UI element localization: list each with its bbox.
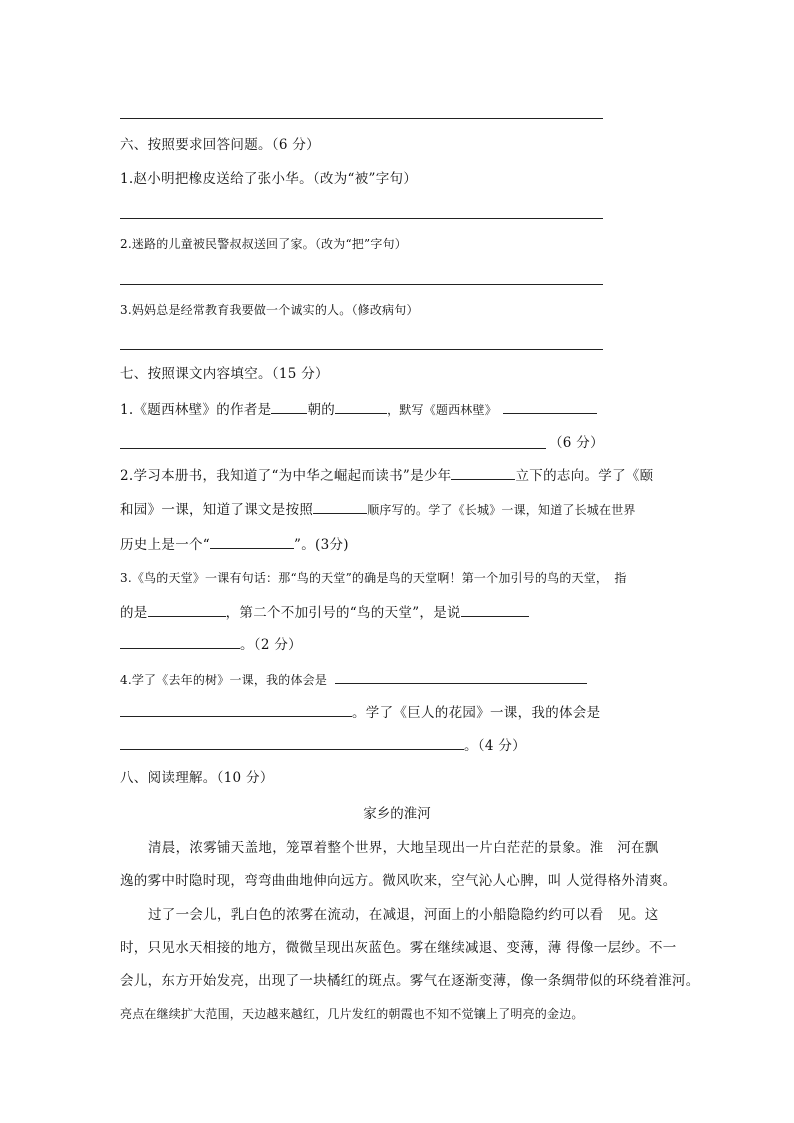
q3-blank-second[interactable] (461, 604, 529, 617)
section-7-heading: 七、按照课文内容填空。（15 分） (120, 366, 329, 382)
q4-text-c: 。（4 分） (464, 738, 526, 754)
passage-p2-line2: 时，只见水天相接的地方，微微呈现出灰蓝色。雾在继续减退、变薄，薄 得像一层纱。不一 (120, 940, 677, 956)
section-6-heading: 六、按照要求回答问题。（6 分） (120, 137, 320, 153)
section-7-q2-line2 (120, 501, 636, 518)
q2-text-e: 历史上是一个“ (120, 537, 211, 553)
q3-blank-second-cont[interactable] (120, 636, 240, 649)
q2-text-a: 2.学习本册书，我知道了“为中华之崛起而读书”是少年 (120, 468, 452, 484)
passage-p1-line2: 逸的雾中时隐时现，弯弯曲曲地伸向远方。微风吹来，空气沁人心脾，叫 人觉得格外清爽。 (120, 873, 677, 889)
passage-p2-line1: 过了一会儿，乳白色的浓雾在流动，在减退，河面上的小船隐隐约约可以看 见。这 (148, 907, 659, 923)
answer-line-6-2[interactable] (120, 284, 603, 285)
q2-text-c: 和园》一课，知道了课文是按照 (120, 502, 314, 518)
q4-blank-1-cont[interactable] (120, 704, 352, 717)
q1-text-c: ，默写《题西林壁》 (387, 403, 497, 417)
section-6-q2: 2.迷路的儿童被民警叔叔送回了家。（改为“把”字句） (120, 237, 407, 251)
q1-blank-author[interactable] (335, 401, 387, 414)
answer-line-7-1[interactable] (120, 448, 546, 449)
section-7-q2-line1 (120, 467, 653, 484)
section-7-q4-line2 (120, 704, 600, 721)
q1-text-b: 朝的 (307, 402, 336, 418)
q2-blank-order[interactable] (313, 501, 367, 514)
q2-text-d: 顺序写的。学了《长城》一课，知道了长城在世界 (367, 503, 636, 517)
q3-text-b: 的是 (120, 605, 148, 621)
passage-p2-line3: 会儿，东方开始发亮，出现了一块橘红的斑点。雾气在逐渐变薄，像一条绸带似的环绕着淮河。 (120, 973, 700, 989)
passage-title: 家乡的淮河 (363, 806, 431, 822)
passage-p2-line4: 亮点在继续扩大范围，天边越来越红，几片发红的朝霞也不知不觉镶上了明亮的金边。 (120, 1007, 584, 1021)
passage-p1-line1: 清晨，浓雾铺天盖地，笼罩着整个世界，大地呈现出一片白茫茫的景象。淮 河在飘 (148, 840, 659, 856)
q2-text-f: ”。(3分) (294, 537, 349, 553)
section-8-heading: 八、阅读理解。（10 分） (120, 770, 274, 786)
q3-text-d: 。（2 分） (240, 637, 302, 653)
q1-blank-dynasty[interactable] (271, 401, 307, 414)
section-7-q4-line1 (120, 671, 587, 688)
q1-blank-poem[interactable] (503, 401, 597, 414)
section-7-q1-line1 (120, 401, 597, 418)
section-7-q2-line3 (120, 536, 349, 553)
q3-blank-first[interactable] (148, 604, 226, 617)
answer-line-6-3[interactable] (120, 349, 603, 350)
q4-text-a: 4.学了《去年的树》一课，我的体会是 (120, 673, 328, 687)
section-7-q3-line3 (120, 636, 302, 653)
q4-text-b: 。学了《巨人的花园》一课，我的体会是 (352, 705, 601, 721)
q2-blank-wonder[interactable] (210, 536, 294, 549)
q2-text-b: 立下的志向。学了《颐 (515, 468, 654, 484)
section-6-q3: 3.妈妈总是经常教育我要做一个诚实的人。（修改病句） (120, 303, 419, 317)
q3-text-c: ，第二个不加引号的“鸟的天堂”，是说 (225, 605, 461, 621)
answer-line-6-1[interactable] (120, 218, 603, 219)
answer-line (120, 118, 603, 119)
section-7-q4-line3 (120, 737, 526, 754)
q4-blank-1[interactable] (335, 671, 587, 684)
q1-text-a: 1.《题西林壁》的作者是 (120, 402, 272, 418)
section-7-q3-line1: 3.《鸟的天堂》一课有句话：那“鸟的天堂”的确是鸟的天堂啊！第一个加引号的鸟的天堂， 指 (120, 571, 627, 585)
section-7-q1-score: （6 分） (549, 435, 604, 451)
section-7-q3-line2 (120, 604, 529, 621)
section-6-q1: 1.赵小明把橡皮送给了张小华。（改为“被”字句） (120, 171, 418, 187)
q4-blank-2[interactable] (120, 737, 464, 750)
q2-blank-name[interactable] (451, 467, 515, 480)
